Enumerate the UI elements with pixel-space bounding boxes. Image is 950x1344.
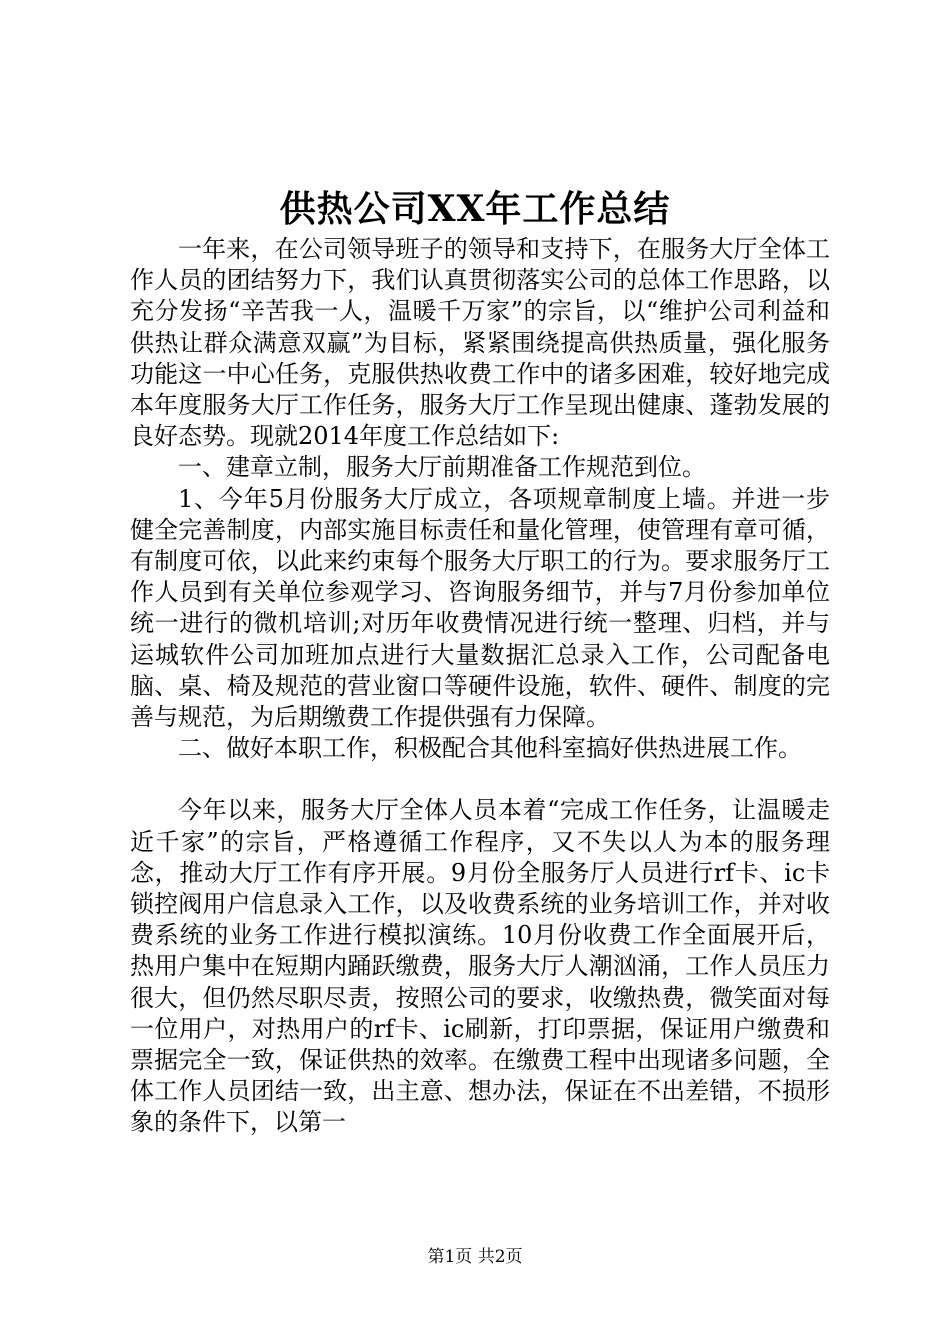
section-heading-2: 二、做好本职工作，积极配合其他科室搞好供热进展工作。 bbox=[178, 734, 802, 763]
document-body bbox=[130, 234, 830, 1139]
document-title: 供热公司XX年工作总结 bbox=[279, 188, 671, 230]
paragraph-intro: 一年来，在公司领导班子的领导和支持下，在服务大厅全体工作人员的团结努力下，我们认真贯彻落实公司的总体工作思路，以充分发扬“辛苦我一人，温暖千万家”的宗旨，以“维护公司利益和供热让群众满意双赢”为目标，紧紧围绕提高供热质量，强化服务功能这一中心任务，克服供热收费工作中的诸多困难，较好地完成本年度服务大厅工作任务，服务大厅工作呈现出健康、蓬勃发展的良好态势。现就2014年度工作总结如下: bbox=[130, 235, 830, 451]
page-footer: 第1页 共2页 bbox=[427, 1247, 523, 1267]
paragraph-item-1: 1、今年5月份服务大厅成立，各项规章制度上墙。并进一步健全完善制度，内部实施目标责任和量化管理，使管理有章可循，有制度可依，以此来约束每个服务大厅职工的行为。要求服务厅工作人员到有关单位参观学习、咨询服务细节，并与7月份参加单位统一进行的微机培训;对历年收费情况进行统一整理、归档，并与运城软件公司加班加点进行大量数据汇总录入工作，公司配备电脑、桌、椅及规范的营业窗口等硬件设施，软件、硬件、制度的完善与规范，为后期缴费工作提供强有力保障。 bbox=[130, 484, 830, 732]
section-heading-1: 一、建章立制，服务大厅前期准备工作规范到位。 bbox=[178, 453, 706, 482]
paragraph-section-2: 今年以来，服务大厅全体人员本着“完成工作任务，让温暖走近千家”的宗旨，严格遵循工作程序，又不失以人为本的服务理念，推动大厅工作有序开展。9月份全服务厅人员进行rf卡、ic卡锁控阀用户信息录入工作，以及收费系统的业务培训工作，并对收费系统的业务工作进行模拟演练。10月份收费工作全面展开后，热用户集中在短期内踊跃缴费，服务大厅人潮汹涌，工作人员压力很大，但仍然尽职尽责，按照公司的要求，收缴热费，微笑面对每一位用户，对热用户的rf卡、ic刷新，打印票据，保证用户缴费和票据完全一致，保证供热的效率。在缴费工程中出现诸多问题，全体工作人员团结一致，出主意、想办法，保证在不出差错，不损形象的条件下，以第一 bbox=[130, 796, 830, 1137]
